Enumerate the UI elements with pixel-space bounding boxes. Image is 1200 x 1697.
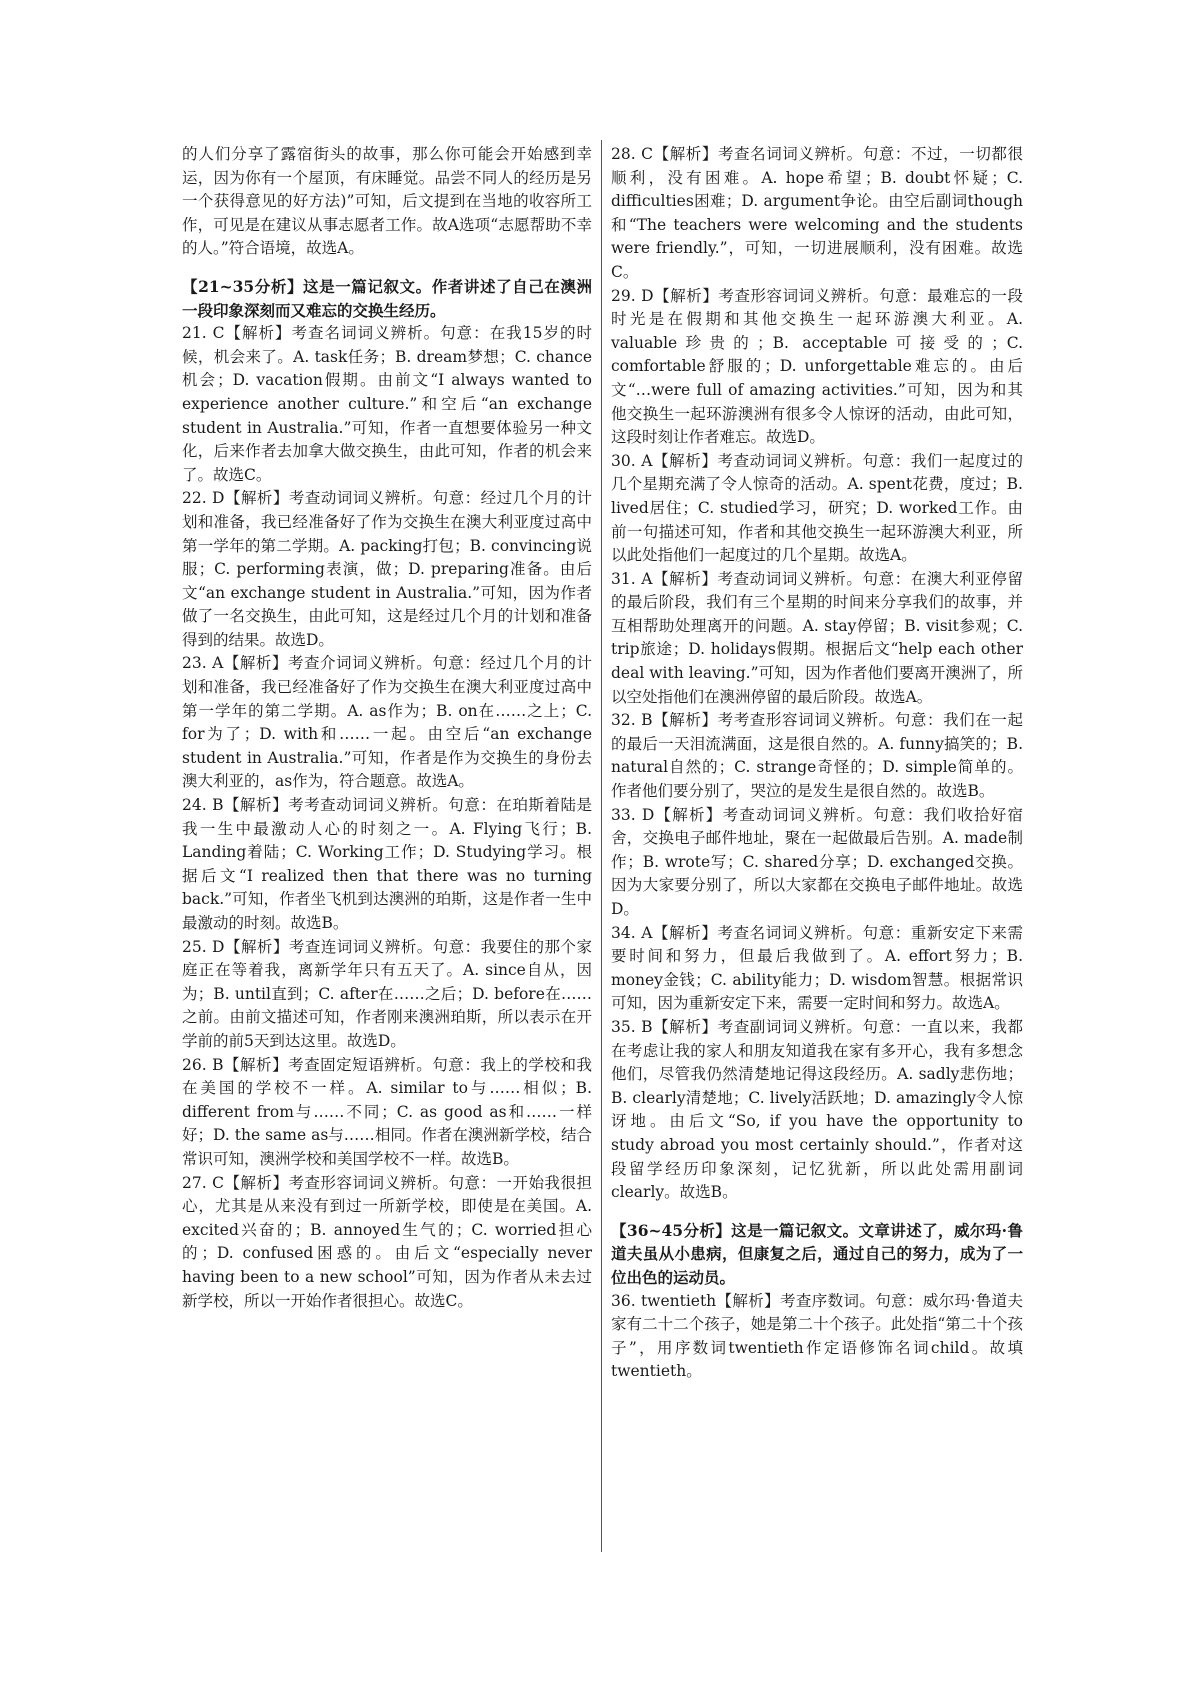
section-heading-36-45: 【36~45分析】这是一篇记叙文。文章讲述了，威尔玛·鲁道夫虽从小患病，但康复之后，通过自己的努力，成为了一位出色的运动员。	[611, 1220, 1023, 1287]
answer-22: 22. D【解析】考查动词词义辨析。句意：经过几个月的计划和准备，我已经准备好了作为交换生在澳大利亚度过高中第一学年的第二学期。A. packing打包；B. convincing说服；C. performing表演，做；D. preparing准备。由后文“an exchange student in Australia.”可知，因为作者做了一名交换生，由此可知，这是经过几个月的计划和准备得到的结果。故选D。	[182, 489, 592, 649]
answer-29: 29. D【解析】考查形容词词义辨析。句意：最难忘的一段时光是在假期和其他交换生一起环游澳大利亚。A. valuable珍贵的；B. acceptable可接受的；C. comfortable舒服的；D. unforgettable难忘的。由后文“…were full of amazing activities.”可知，因为和其他交换生一起环游澳洲有很多令人惊讶的活动，由此可知，这段时刻让作者难忘。故选D。	[611, 286, 1023, 447]
answer-27: 27. C【解析】考查形容词词义辨析。句意：一开始我很担心，尤其是从来没有到过一所新学校，即使是在美国。A. excited兴奋的；B. annoyed生气的；C. worried担心的；D. confused困惑的。由后文“especially never having been to a new school”可知，因为作者从未去过新学校，所以一开始作者很担心。故选C。	[182, 1173, 592, 1310]
answer-23: 23. A【解析】考查介词词义辨析。句意：经过几个月的计划和准备，我已经准备好了作为交换生在澳大利亚度过高中第一学年的第二学期。A. as作为；B. on在……之上；C. for为了；D. with和……一起。由空后“an exchange student in Australia.”可知，作者是作为交换生的身份去澳大利亚的，as作为，符合题意。故选A。	[182, 654, 592, 791]
answer-24: 24. B【解析】考考查动词词义辨析。句意：在珀斯着陆是我一生中最激动人心的时刻之一。A. Flying飞行；B. Landing着陆；C. Working工作；D. Studying学习。根据后文“I realized then that there was no turning back.”可知，作者坐飞机到达澳洲的珀斯，这是作者一生中最激动的时刻。故选B。	[182, 796, 592, 932]
answer-28: 28. C【解析】考查名词词义辨析。句意：不过，一切都很顺利，没有困难。A. hope希望；B. doubt怀疑；C. difficulties困难；D. argument争论。由空后副词though和“The teachers were welcoming and the students were friendly.”，可知，一切进展顺利，没有困难。故选C。	[611, 145, 1023, 281]
answer-21: 21. C【解析】考查名词词义辨析。句意：在我15岁的时候，机会来了。A. task任务；B. dream梦想；C. chance机会；D. vacation假期。由前文“I always wanted to experience another culture.”和空后“an exchange student in Australia.”可知，作者一直想要体验另一种文化，后来作者去加拿大做交换生，由此可知，作者的机会来了。故选C。	[182, 324, 592, 484]
answer-31: 31. A【解析】考查动词词义辨析。句意：在澳大利亚停留的最后阶段，我们有三个星期的时间来分享我们的故事，并互相帮助处理离开的问题。A. stay停留；B. visit参观；C. trip旅途；D. holidays假期。根据后文“help each other deal with leaving.”可知，因为作者他们要离开澳洲了，所以空处指他们在澳洲停留的最后阶段。故选A。	[611, 569, 1023, 706]
answer-33: 33. D【解析】考查动词词义辨析。句意：我们收拾好宿舍，交换电子邮件地址，聚在一起做最后告别。A. made制作；B. wrote写；C. shared分享；D. exchanged交换。因为大家要分别了，所以大家都在交换电子邮件地址。故选D。	[611, 805, 1023, 918]
section-heading-21-35: 【21~35分析】这是一篇记叙文。作者讲述了自己在澳洲一段印象深刻而又难忘的交换生经历。	[182, 276, 592, 320]
answer-30: 30. A【解析】考查动词词义辨析。句意：我们一起度过的几个星期充满了令人惊奇的活动。A. spent花费，度过；B. lived居住；C. studied学习，研究；D. worked工作。由前一句描述可知，作者和其他交换生一起环游澳大利亚，所以此处指他们一起度过的几个星期。故选A。	[611, 451, 1023, 565]
answer-35: 35. B【解析】考查副词词义辨析。句意：一直以来，我都在考虑让我的家人和朋友知道我在家有多开心，我有多想念他们，尽管我仍然清楚地记得这段经历。A. sadly悲伤地；B. clearly清楚地；C. lively活跃地；D. amazingly令人惊讶地。由后文“So, if you have the opportunity to study abroad you most certainly should.”，作者对这段留学经历印象深刻，记忆犹新，所以此处需用副词clearly。故选B。	[611, 1017, 1023, 1202]
answer-26: 26. B【解析】考查固定短语辨析。句意：我上的学校和我在美国的学校不一样。A. similar to与……相似；B. different from与……不同；C. as good as和……一样好；D. the same as与……相同。作者在澳洲新学校，结合常识可知，澳洲学校和美国学校不一样。故选B。	[182, 1055, 592, 1168]
answer-32: 32. B【解析】考考查形容词词义辨析。句意：我们在一起的最后一天泪流满面，这是很自然的。A. funny搞笑的；B. natural自然的；C. strange奇怪的；D. simple简单的。作者他们要分别了，哭泣的是发生是很自然的。故选B。	[611, 711, 1023, 801]
answer-34: 34. A【解析】考查名词词义辨析。句意：重新安定下来需要时间和努力，但最后我做到了。A. effort努力；B. money金钱；C. ability能力；D. wisdom智慧。根据常识可知，因为重新安定下来，需要一定时间和努力。故选A。	[611, 923, 1023, 1013]
answer-36: 36. twentieth【解析】考查序数词。句意：威尔玛·鲁道夫家有二十二个孩子，她是第二十个孩子。此处指“第二十个孩子”，用序数词twentieth作定语修饰名词child。故填twentieth。	[611, 1291, 1023, 1381]
answer-25: 25. D【解析】考查连词词义辨析。句意：我要住的那个家庭正在等着我，离新学年只有五天了。A. since自从，因为；B. until直到；C. after在……之后；D. before在……之前。由前文描述可知，作者刚来澳洲珀斯，所以表示在开学前的前5天到达这里。故选D。	[182, 937, 592, 1050]
column-divider	[601, 140, 602, 1552]
right-column	[611, 143, 1023, 1384]
paragraph-continued-answer: 的人们分享了露宿街头的故事，那么你可能会开始感到幸运，因为你有一个屋顶，有床睡觉。品尝不同人的经历是另一个获得意见的好方法)”可知，后文提到在当地的收容所工作，可见是在建议从事志愿者工作。故A选项“志愿帮助不幸的人。”符合语境，故选A。	[182, 145, 592, 258]
left-column	[182, 143, 592, 1313]
